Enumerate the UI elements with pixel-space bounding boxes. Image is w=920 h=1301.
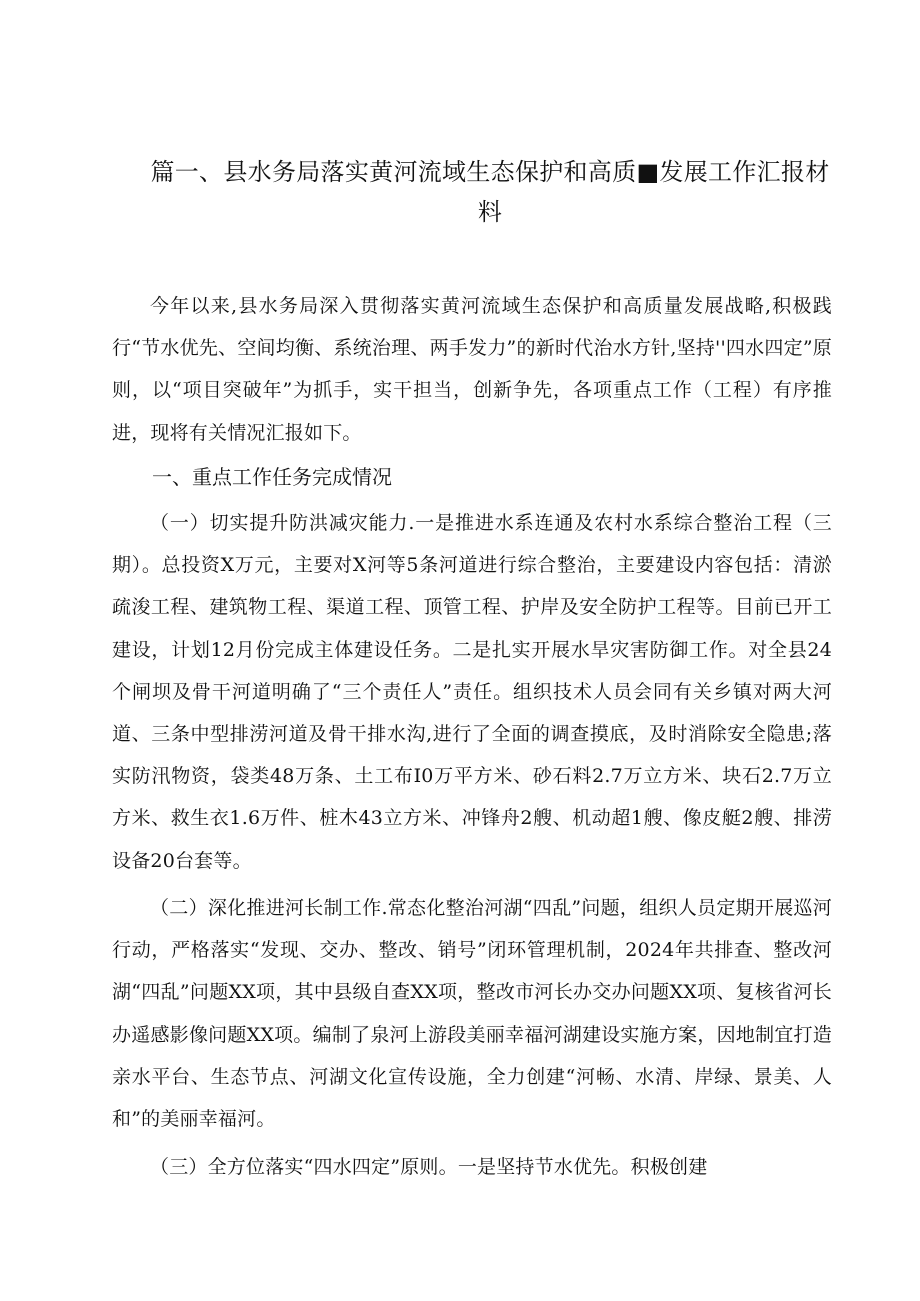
section-heading-1: 一、重点工作任务完成情况 [152, 465, 392, 489]
document-title [120, 152, 860, 232]
paragraph-river-chief: （二）深化推进河长制工作.常态化整治河湖“四乱”问题，组织人员定期开展巡河行动，严格落实“发现、交办、整改、销号”闭环管理机制，2024年共排查、整改河湖“四乱”问题XX项，其中县级自查XX项，整改市河长办交办问题XX项、复核省河长办遥感影像问题XX项。编制了泉河上游段美丽幸福河湖建设实施方案，因地制宜打造亲水平台、生态节点、河湖文化宣传设施，全力创建“河畅、水清、岸绿、景美、人和”的美丽幸福河。 [112, 897, 832, 1131]
intro-paragraph: 今年以来,县水务局深入贯彻落实黄河流域生态保护和高质量发展战略,积极践行“节水优先、空间均衡、系统治理、两手发力”的新时代治水方针,坚持''四水四定”原则，以“项目突破年”为抓手，实干担当，创新争先，各项重点工作（工程）有序推进，现将有关情况汇报如下。 [112, 295, 832, 444]
title-line-2: 料 [477, 198, 503, 226]
paragraph-flood-control: （一）切实提升防洪减灾能力.一是推进水系连通及农村水系综合整治工程（三期）。总投资X万元，主要对X河等5条河道进行综合整治，主要建设内容包括：清淤疏浚工程、建筑物工程、渠道工程、顶管工程、护岸及安全防护工程等。目前已开工建设，计划12月份完成主体建设任务。二是扎实开展水旱灾害防御工作。对全县24个闸坝及骨干河道明确了“三个责任人”责任。组织技术人员会同有关乡镇对两大河道、三条中型排涝河道及骨干排水沟,进行了全面的调查摸底，及时消除安全隐患;落实防汛物资，袋类48万条、土工布I0万平方米、砂石料2.7万立方米、块石2.7万立方米、救生衣1.6万件、桩木43立方米、冲锋舟2艘、机动超1艘、像皮艇2艘、排涝设备20台套等。 [112, 512, 832, 872]
paragraph-four-water: （三）全方位落实“四水四定”原则。一是坚持节水优先。积极创建 [150, 1156, 708, 1178]
title-line-1: 篇一、县水务局落实黄河流域生态保护和高质■发展工作汇报材 [150, 158, 830, 186]
